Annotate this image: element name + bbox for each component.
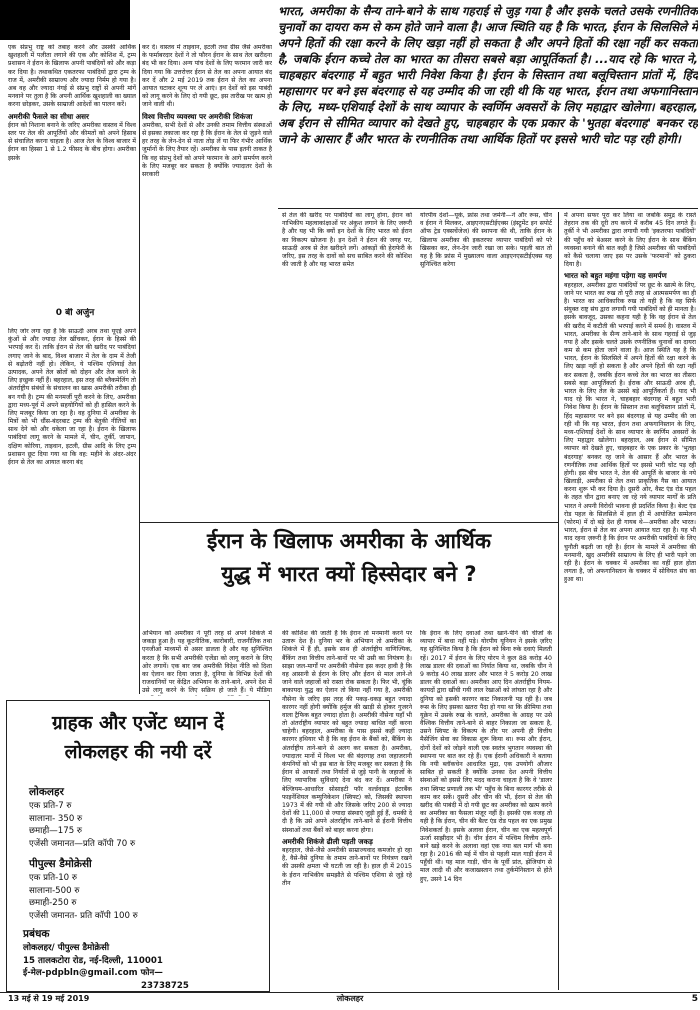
paragraph: अभियान को अमरीका ने पूरी तरह से अपने शिकंजे में जकड़ा हुआ है। यह कूटनीतिक, कारोबारी, राजनीतिक तथा एनजीओ माध्यमों से असर डालता है और यह सुनिश्चित करता है कि सभी अमरीकी एजेंडा को लागू कराने के लिए ओर लगायें। एक बार जब अमरीकी विदेश नीति को दिशा का ऐलान कर दिया जाता है, दुनिया के विभिन्न देशों की राजधानियों पर केंद्रित अभियान के ताने-बाने, अपने देश में उसे लागू करने के लिए सक्रिय हो जाते हैं। ये मीडिया <box>142 630 272 695</box>
rate-block-lokalahar <box>29 785 135 850</box>
paragraph: कर दें। वास्तव में ताइवान, इटली तथा ग्रीस जैसे अमरीका के फर्माबरदार देशों ने तो फौरन ईरान के साथ तेल खरीदना बंद भी कर दिया। अन्य पांच देशों के लिए फरमान जारी कर दिया गया कि उत्तरोत्तर ईरान से तेल का अपना आयात बंद कर दें और 2 मई 2019 तक ईरान से तेल का अपना आयात घटाकर शून्य पर ले आएं। इन देशों को इस पाबंदी को लागू करने के लिए दो गयी छूट, इस तारीख पर खत्म हो जाने वाली थी। <box>142 44 272 109</box>
column-4-top <box>420 212 552 320</box>
rate-line: एक प्रति-7 रु <box>29 801 72 812</box>
main-headline <box>140 525 558 625</box>
paragraph: बहरहाल, अमरीका द्वारा पाबंदियों पर छूट के खात्मे के लिए, जाने पर भारत का रुख तो पूरी तरह से आत्मसमर्पण का ही है। भारत का आधिकारिक रुख तो यही है कि वह सिर्फ संयुक्त राष्ट्र संघ द्वारा लगायी गयी पाबंदियों को ही मानता है। इसके बावजूद, उसका कहना यही है कि वह ईरान से तेल की खरीद में कटौती की भरपाई करने में समर्थ है। वास्तव में भारत, अमरीका के सैन्य ताने-बाने के साथ गहराई से जुड़ गया है और इसके चलते उसके रणनीतिक चुनावों का दायरा कम से कम होता जाने वाला है। आज स्थिति यह है कि भारत, ईरान के सिलसिले में अपने हितों की रक्षा करने के लिए खड़ा नहीं हो सकता है और अपने हितों की रक्षा नहीं कर सकता है, जबकि ईरान कच्चे तेल का भारत का तीसरा सबसे बड़ा आपूर्तिकर्ता है। ईराक और साऊदी अरब ही, भारत के लिए तेल के उससे बड़े आपूर्तिकर्ता हैं। याद भी याद रहे कि भारत ने, चाहबहार बंदरगाह में बहुत भारी निवेश किया है। ईरान के सिस्तान तथा बलूचिस्तान प्रांतों में, हिंद महासागर पर बने इस बंदरगाह से यह उम्मीद की जा रही थी कि यह भारत, ईरान तथा अफगानिस्तान के लिए, मध्य-एशियाई देशों के साथ व्यापार के स्वर्णिम अवसरों के लिए महाद्वार खोलेगा। बहरहाल, अब ईरान से सीमित व्यापार को देखते हुए, चाहबहार के एक प्रकार के 'भुतहा बंदरगाह' बनकर रह जाने के आसार हैं और भारत के रणनीतिक तथा आर्थिक हितों पर इससे भारी चोट पड़ रही होगी। इस बीच भारत ने, तेल की आपूर्ति के बाजार के नये खिलाड़ी, अमरीका से तेल तथा प्राकृतिक गैस का आयात करना शुरू भी कर दिया है। दूसरी ओर, वैस्ट एंड रोड पहल के तहत चीन द्वारा बनाए जा रहे नये व्यापार मार्गों के प्रति भारत ने अपनी विरोधी भावना ही प्रदर्शित किया है। बेल्ट एंड रोड पहल के सिलसिले में हाल ही में आयोजित सम्मेलन (फोरम) में दो बड़े देश ही गायब थे—अमरीका और भारत। भारत, ईरान से तेल का अपना आयात घटा रहा है। यह भी याद रहना ज़रूरी है कि ईरान पर अमरीकी पाबंदियों के लिए चुनौती बढ़ती जा रही है। ईरान के मामले में अमरीका की मनमानी, खुद अमरीकी साम्राज्य के लिए ही भारी पड़ने जा रही है। ईरान के चक्कर में अमरीका का वहीं हाल होता लगता है, जो अफगानिस्तान के चक्कर में सोवियत संघ का हुआ था। <box>564 281 696 584</box>
column-3-top <box>282 212 412 320</box>
paragraph: ईरान को निशाना बनाने के जरिए अमरीका वास्तव में विश्व स्तर पर तेल की आपूर्तियों और कीमतों को अपने हिसाब से संचालित करना चाहता है। आज तेल के विश्व बाजार में ईरान का हिस्सा 1 से 1.2 फीसद के बीच होगा। अमरीका इसके <box>8 121 136 162</box>
rate-line: सालाना- 350 रु <box>29 813 83 824</box>
paragraph: से तेल की खरीद पर पाबंदियों का लागू होना, ईरान को नाभिकीय महत्वाकांक्षाओं पर अंकुश लगाने के लिए जरूरी है और यह भी कि क्यों इन देशों के लिए भारत को ईरान का विकल्प खोजना है। इन देशों ने ईरान की जगह पर, साऊदी अरब से तेल खरीदने लगें। आंकड़ों की हेराफेरी के जरिए, इस तरह के दावों को सच साबित करने की कोशिश की जाती है और यह भारत समेत <box>282 212 412 269</box>
publication-name: पीपुल्स डैमोक्रेसी <box>29 858 92 870</box>
column-1-top <box>8 44 136 306</box>
email-line: ई-मेल-pdpbln@gmail.com फोन— <box>23 968 163 979</box>
divider <box>140 522 558 523</box>
address-line: लोकलहर/ पीपुल्स डैमोक्रेसी <box>23 943 110 954</box>
rate-line: एक प्रति-10 रु <box>29 873 78 884</box>
paragraph: लिए जोर लगा रहा है कि साऊदी अरब तथा यूएई अपने कुंओं से और ज्यादा तेल खींचकर, ईरान के हिस्से की भरपाई कर दें। ताकि ईरान से तेल की खरीद पर पाबंदियां लगाए जाने के बाद, विश्व बाजार में तेल के दाम में तेजी से बढ़ोतरी नहीं हो। लेकिन, ये पश्चिम एशियाई तेल उत्पादक, अपने तेल स्रोतों को दोहन और तेज करने के लिए इच्छुक नहीं हैं। बहरहाल, इस तरह की ब्लैकमेलिंग तो अंतर्राष्ट्रीय संबंधों के संचालन का खास अमरीकी तरीका ही बन गयी है। ट्रम्प की मनमर्जी पूरी करने के लिए, अमरीका द्वारा मध्य-पूर्व में अपने सहयोगियों को ही हासिल करने के लिए मजबूर किया जा रहा है। वह दुनिया में अमरीका के मित्रों को भी धौंस-बंदरबाट ट्रम्प की बेतुकी नीतियों का साथ देने को और धकेला जा रहा है। ईरान के खिलाफ पाबंदियां लागू करने के मामले में, चीन, तुर्की, जापान, दक्षिण कोरिया, ताइवान, इटली, ग्रीस आदि के लिए ट्रम्प प्रशासन छूट दिया गया था कि वह: महीने के अंदर-अंदर ईरान से तेल का आयात करना बंद <box>8 328 136 466</box>
manager-label: प्रबंधक <box>23 928 50 940</box>
address-line: 15 तालकटोरा रोड, नई-दिल्ली, 110001 <box>23 955 163 966</box>
subheading: भारत को बहुत महंगा पड़ेगा यह समर्पण <box>564 271 667 281</box>
notice-heading: ग्राहक और एजेंट ध्यान दें <box>52 712 224 734</box>
paragraph: अमरीका, सभी देशों से और उनकी तमाम वित्तीय संस्थाओं से इसका तकाजा कर रहा है कि ईरान के तेल से जुड़ने वाले हर तरह के लेन-देन से नाता तोड़ लें या फिर गंभीर आर्थिक जुर्मानों के लिए तैयार रहें। अमरीका के पास इतनी ताकत है कि वह संप्रभु देशों को अपने फरमान के आगे समर्पण करने के लिए मजबूर कर सकता है क्योंकि ज्यादातर देशों के सरकारी <box>142 121 272 178</box>
rate-line: छमाही—175 रु <box>29 826 83 837</box>
subheading: अमरीकी शिकंजे ढीली पड़ती जकड़ <box>282 836 373 846</box>
rates-notice-box <box>6 700 270 992</box>
byline: 0 बी अर्जुन <box>55 308 95 318</box>
paragraph: योरपीय देशों—यूके, फ्रांस तथा जर्मनी—ने और रूस, चीन व ईरान ने मिलकर, आइएनएसटीईएक्स (इंस्ट्रूमेंट इन सपोर्ट ऑफ ट्रेड एक्सचेंजेज) की स्थापना की थी, ताकि ईरान के खिलाफ अमरीका की इकतरफा व्यापार पाबंदियों को परे खिसका कर, लेन-देन जारी रखा जा सके। पहली बात तो यह है कि फ्रांस में मुख्यालय वाला आइएनएसटीईएक्स यह सुनिश्चित करेगा <box>420 212 552 269</box>
pull-quote: भारत, अमरीका के सैन्य ताने-बाने के साथ गहराई से जुड़ गया है और इसके चलते उसके रणनीतिक चुनावों का दायरा कम से कम होते जाने वाला है। आज स्थिति यह है कि भारत, ईरान के सिलसिले में अपने हितों की रक्षा करने के लिए खड़ा नहीं हो सकता है और अपने हितों की रक्षा नहीं कर सकता है, जबकि ईरान कच्चे तेल का भारत का तीसरा सबसे बड़ा आपूर्तिकर्ता है। ...याद रहे कि भारत ने, चाहबहार बंदरगाह में बहुत भारी निवेश किया है। ईरान के सिस्तान तथा बलूचिस्तान प्रांतों में, हिंद महासागर पर बने इस बंदरगाह से यह उम्मीद की जा रही थी कि यह भारत, ईरान तथा अफगानिस्तान के लिए, मध्य-एशियाई देशों के साथ व्यापार के स्वर्णिम अवसरों के लिए महाद्वार खोलेगा। बहरहाल, अब ईरान से सीमित व्यापार को देखते हुए, चाहबहार के एक प्रकार के 'भुतहा बंदरगाह' बनकर रह जाने के आसार हैं और भारत के रणनीतिक तथा आर्थिक हितों पर इससे भारी चोट पड़ रही होगी। <box>278 4 698 146</box>
divider <box>558 212 559 990</box>
notice-subheading: लोकलहर की नयी दरें <box>64 741 212 764</box>
subheading: अमरीकी फैसले का सीधा असर <box>8 111 89 121</box>
column-4-mid <box>420 630 552 990</box>
footer-date: 13 मई से 19 मई 2019 <box>8 994 90 1003</box>
rate-line: छमाही-250 रु <box>29 898 77 909</box>
divider <box>278 208 698 209</box>
paragraph: की कोशिश की जाती है कि ईरान तो मनमानी करने पर उतारू देश है। दुनिया भर के अभियान तो अमरीका के शिकंजे में हैं ही, इसके साथ ही अंतर्राष्ट्रीय वाणिज्यिक, बैंकिंग तथा वित्तीय ताने-बानों पर भी उसी का नियंत्रण है। साझा जल-मार्गों पर अमरीकी नौसेना इस कदर हावी है कि वह आसानी से ईरान के लिए और ईरान से माल लाने-ले जाने वाले जहाजों को रास्ता रोक सकता है। फिर भी, चूंकि बाकायदा युद्ध का ऐलान तो किया नहीं गया है, अमरीकी नौसेना के जरिए इस तरह की पकड़-धकड़ बहुत ज्यादा कारगर नहीं होगी क्योंकि हर्मुज की खाड़ी से होकर गुजरने वाला ट्रैफिक बहुत ज्यादा होता है। अमरीकी नौसेना यहाँ भी तो अंतर्राष्ट्रीय व्यापार को बहुत ज्यादा बाधित नहीं करना चाहेगी। बहरहाल, अमरीका के पास इससे कहीं ज्यादा कारगर हथियार भी है कि वह ईरान के बैंकों को, बैंकिंग के अंतर्राष्ट्रीय ताने-बाने से अलग कर सकता है। अमरीका, ज्यादातर मानों में विश्व भर की बंदरगाह तथा जहाजरानी कंपनियों को भी इस बात के लिए मजबूर कर सकता है कि ईरान से आयातों तथा निर्यातों से जुड़े पानी के जहाजों के लिए व्यापारिक सुविधाएं देना बंद कर दें। अमरीका ने बेल्जियम-आधारित सोसाइटी फॉर वर्ल्डवाइड इंटरबैंक फाइनेंशियल कम्युनिकेशन (स्विफ्ट) को, जिसकी स्थापना 1973 में की गयी थी और जिसके जरिए 200 से ज्यादा देशों की 11,000 से ज्यादा संस्थाएं जुड़ी हुई हैं, धमकी दे दी है कि उसे अपने अंतर्राष्ट्रीय ताने-बाने से ईरानी वित्तीय संस्थाओं तथा बैंकों को बाहर करना होगा। <box>282 630 412 834</box>
page-number: 5 <box>691 994 698 1004</box>
paragraph: बहरहाल, जैसे-जैसे अमरीकी साम्राज्यवाद कमजोर हो रहा है, वैसे-वैसे दुनिया के तमाम ताने-बानों पर नियंत्रण रखने की उसकी क्षमता भी घटती जा रही है। हाल ही में 2015 के ईरान नाभिकीय समझौते से पश्चिम एशिया से जुड़े रहे तीन <box>282 846 412 887</box>
rate-block-peoples-democracy <box>29 857 138 922</box>
contact-block <box>23 927 189 992</box>
headline-line: युद्ध में भारत क्यों हिस्सेदार बने ? <box>221 561 477 586</box>
paragraph: एक संप्रभु राष्ट्र को तबाह करने और उसकी आर्थिक खुशहाली में पलीता लगाने की एक और कोशिश में, ट्रम्प प्रशासन ने ईरान के खिलाफ अपनी पाबंदियों को और कड़ा कर दिया है। तथाकथित एकतरफा पाबंदियों द्वारा ट्रम्प के राज में, अमरीकी साम्राज्य और ज्यादा निर्मम हो गया है। अब वह और ज्यादा नंगई से संप्रभु राष्ट्रों से अपनी मांगें मनवाने पर तुला है कि अपनी आर्थिक खुशहाली का ख्याल करना छोड़कर, उसके साम्राजी आदेशों का पालन करें। <box>8 44 136 109</box>
column-2-top <box>142 44 272 320</box>
subheading: विश्व वित्तीय व्यवस्था पर अमरीकी शिकंजा <box>142 111 253 121</box>
paragraph: कि ईरान के लिए दवाओं तथा खाने-पीने की चीजों के व्यापार में बाधा नहीं पड़े। योरपीय यूनियन ने इसके ज़रिए यह सुनिश्चित किया है कि ईरान को बिना रुके दवाएं मिलती रहें। 2017 में ईरान के लिए योरप ने कुल 88 करोड़ 40 लाख डालर की दवाओं का निर्यात किया था, जबकि चीन ने 9 करोड़ 40 लाख डालर और भारत ने 5 करोड़ 20 लाख डालर की दवाओं का। अमरीका आए दिन अंतर्राष्ट्रीय नियम-कायदों द्वारा खींची गयी लाल रेखाओं को लांघता रहा है और दुनिया को इसकी कारगर काट निकालनी पड़ रही है। जब रूस के लिए इसका खतरा पैदा हो गया था कि क्रीमिया तथा यूक्रेन में उसके रुख के चलते, अमरीका के आग्रह पर उसे वैश्विक वित्तीय ताने-बाने से बाहर निकाला जा सकता है, उसने स्विफ्ट के विकल्प के तौर पर अपनी ही वित्तीय मैसेजिंग सेवा का विकास शुरू किया था। रूस और ईरान, दोनों देशों को जोड़ने वाली एक स्वतंत्र भुगतान व्यवस्था की स्थापना पर बात कर रहे हैं। एक ईरानी अधिकारी ने बताया कि नयी ब्लॉकचेन आधारित मुद्रा, एक उपयोगी औजार साबित हो सकती है क्योंकि उनका देश अपनी वित्तीय संस्थाओं को इससे लिए मदद कराना चाहता है कि वे 'डालर तथा स्विफ्ट प्रणाली तक भी' पहुँच के बिना कारगर तरीके से काम कर सकें। दूसरी और चीन की भी, ईरान से तेल की खरीद की पाबंदी में दो गयी छूट का अमरीका को खत्म करने का अमरीका का फैसला मंजूर नहीं है। इसकी एक वजह तो यही है कि ईरान, चीन की बैल्ट एंड रोड पहल का एक प्रमुख निवेशकर्ता है। इसके अलावा ईरान, चीन का एक महत्वपूर्ण ऊर्जा साझीदार भी है। चीन ईरान में पश्चिम वित्तीय ताने-बाने खड़े करने के अलावा वहां एक नया बल मार्ग भी बना रहा है। 2016 की मई में चीन से पहली माल गाड़ी ईरान में पहुँची थी। यह माल गाड़ी, चीन के पूर्वी प्रांत, झेजियांग से माल लादी थी और कजाखस्तान तथा तुर्कमेनिस्तान से होते हुए, उसने 14 दिन <box>420 630 552 883</box>
footer-paper-name: लोकलहर <box>336 994 364 1003</box>
publication-name: लोकलहर <box>29 786 64 798</box>
rate-line: एजेंसी जमानत—प्रति कॉपी 70 रु <box>29 838 136 849</box>
top-banner-block <box>0 0 130 40</box>
column-3-mid <box>282 630 412 990</box>
column-5 <box>564 212 696 990</box>
column-2-mid <box>142 630 272 696</box>
headline-line: ईरान के खिलाफ अमरीका के आर्थिक <box>207 529 491 553</box>
footer-rule <box>0 992 700 993</box>
rate-line: एजेंसी जमानत- प्रति कॉपी 100 रु <box>29 910 138 921</box>
phone-number: 23738725 <box>141 980 189 991</box>
column-1-mid <box>8 328 136 694</box>
rate-line: सालाना-500 रु <box>29 885 80 896</box>
paragraph: में अपना सफर पूरा कर लिया था जबकि समुद्र के रास्ते तेहरान तक की दूरी तय करने में करीब 45 दिन लगते हैं। तुर्की ने भी अमरीका द्वारा लगायी गयी 'इकतरफा पाबंदियों' की पहुँच को बेअसर करने के लिए ईरान के साथ बैंकिंग व्यवस्था बनाने की बात कही है जिसे अमरीका की पाबंदियों को कैसे चलाया जाए इस पर उसके 'फरमानों' को ठुकरा दिया है। <box>564 212 696 269</box>
